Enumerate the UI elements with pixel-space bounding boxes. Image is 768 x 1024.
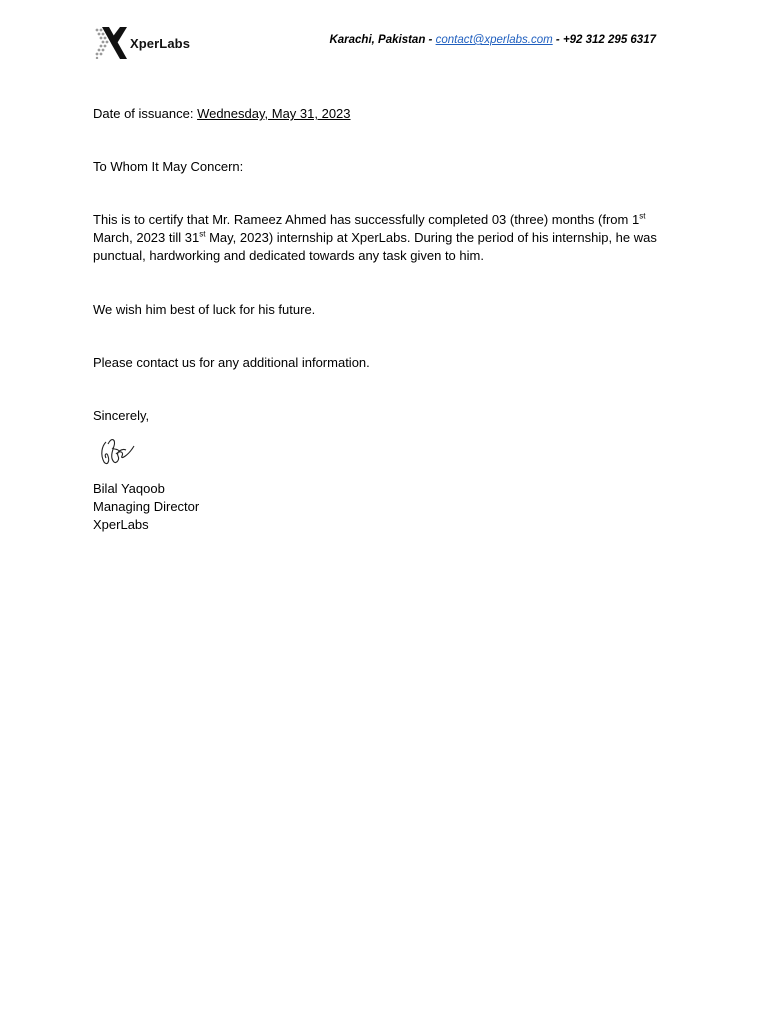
closing: Sincerely,	[93, 408, 150, 423]
paragraph-text-3: May, 2023) internship at XperLabs. During the period of his internship, he was punctual, hardworking and dedicated towards any task given to him.	[93, 230, 657, 263]
signatory-block	[93, 480, 199, 534]
signatory-name: Bilal Yaqoob	[93, 481, 165, 496]
header-contact-info	[329, 34, 656, 46]
signatory-company: XperLabs	[93, 517, 149, 532]
date-value: Wednesday, May 31, 2023	[197, 106, 351, 121]
company-logo	[94, 27, 190, 59]
contact-email-link[interactable]: contact@xperlabs.com	[435, 34, 553, 46]
signatory-title: Managing Director	[93, 499, 200, 514]
logo-wordmark: XperLabs	[130, 35, 191, 51]
salutation: To Whom It May Concern:	[93, 159, 244, 174]
paragraph-text-1: This is to certify that Mr. Rameez Ahmed has successfully completed 03 (three) months (from 1	[93, 212, 640, 227]
wishes-paragraph: We wish him best of luck for his future.	[93, 302, 316, 317]
signature-image	[98, 432, 138, 472]
contact-location: Karachi, Pakistan -	[329, 34, 436, 46]
ordinal-suffix-2: st	[199, 229, 206, 239]
date-label: Date of issuance:	[93, 106, 198, 121]
certification-paragraph	[93, 211, 663, 265]
xperlabs-logo-icon	[94, 27, 128, 59]
contact-paragraph: Please contact us for any additional information.	[93, 355, 370, 370]
paragraph-text-2: March, 2023 till 31	[93, 230, 200, 245]
issuance-date-line	[93, 105, 351, 123]
ordinal-suffix-1: st	[639, 211, 646, 221]
contact-phone: - +92 312 295 6317	[552, 34, 656, 46]
